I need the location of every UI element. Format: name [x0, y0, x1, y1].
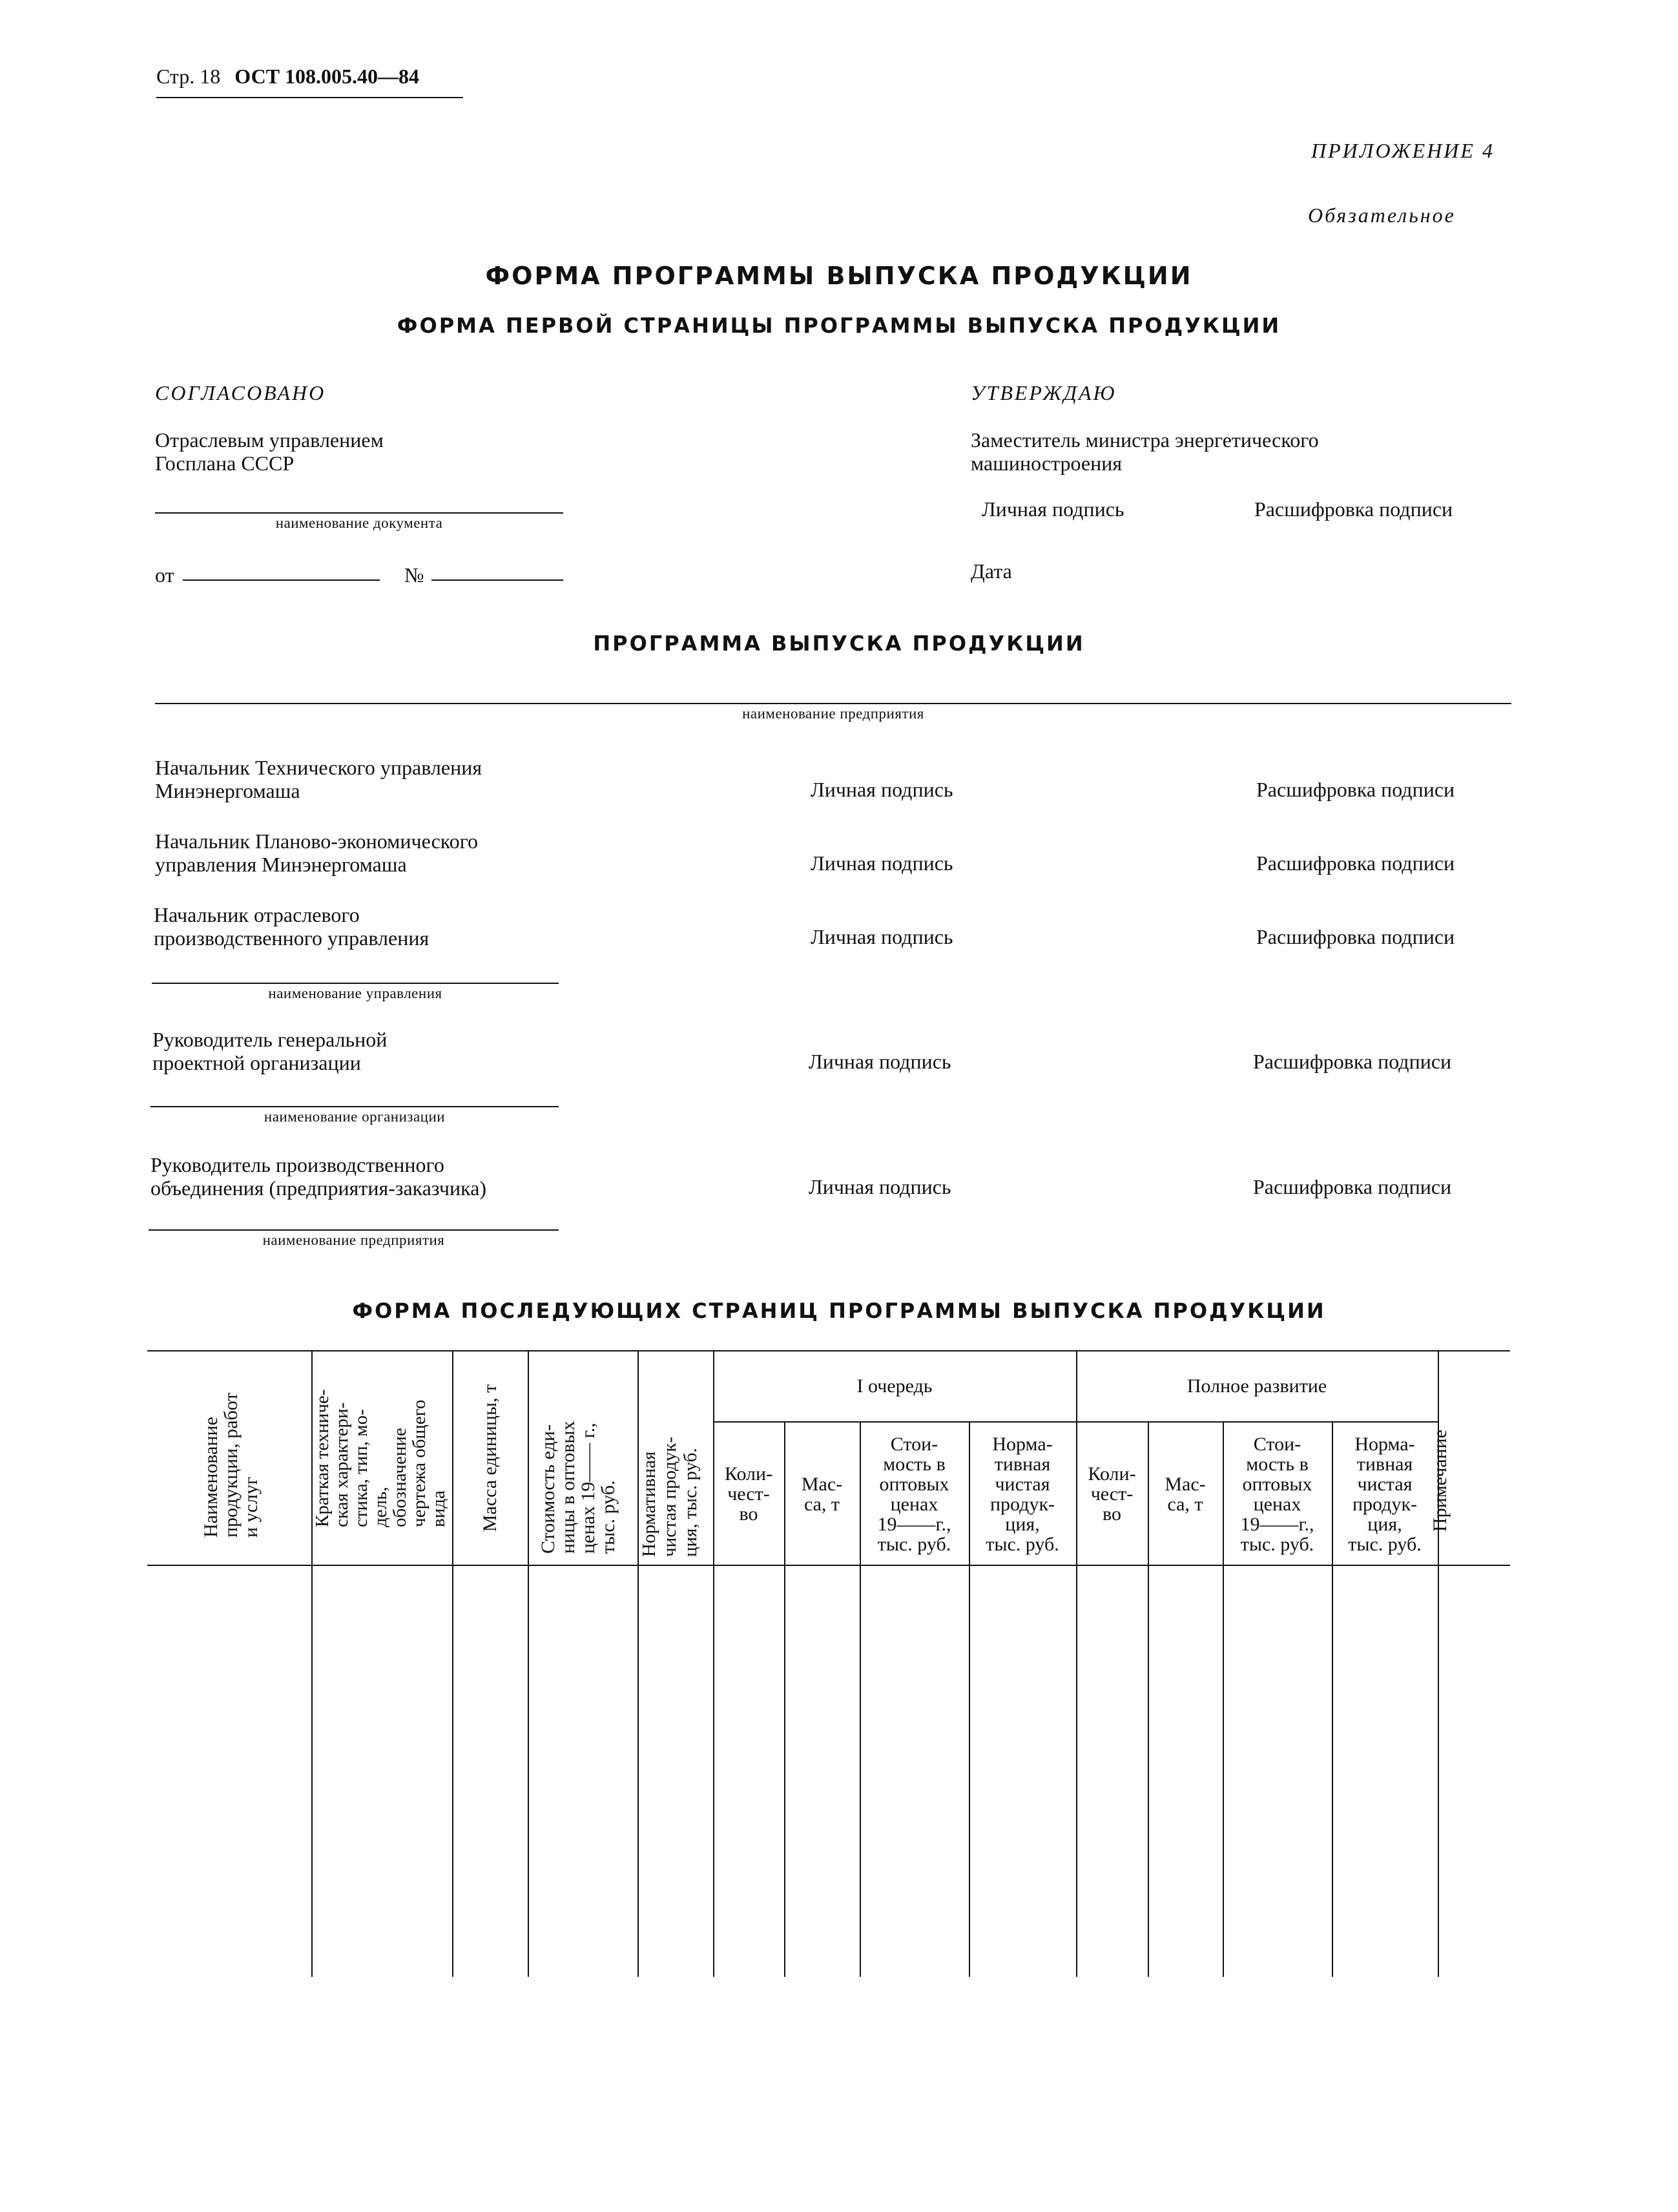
group2-divider	[1076, 1421, 1438, 1423]
customer-name-caption: наименование предприятия	[262, 1232, 445, 1248]
document-name-caption: наименование документа	[275, 515, 443, 531]
branch-name-caption: наименование управления	[268, 985, 442, 1001]
customer-name-line	[149, 1229, 559, 1231]
signatory-customer-title: Руководитель производственного объединения (предприятия-заказчика)	[150, 1153, 487, 1200]
col-header-cost: Стоимость еди- ницы в оптовых ценах 19—— г., тыс. руб.	[537, 1421, 619, 1554]
signatory-design-signature: Личная подпись	[809, 1050, 951, 1073]
signatory-branch-signature: Личная подпись	[811, 925, 953, 948]
program-title: ПРОГРАММА ВЫПУСКА ПРОДУКЦИИ	[593, 631, 1085, 656]
approve-decoding: Расшифровка подписи	[1254, 497, 1453, 521]
col-header-note: Примечание	[1429, 1429, 1451, 1532]
next-pages-title: ФОРМА ПОСЛЕДУЮЩИХ СТРАНИЦ ПРОГРАММЫ ВЫПУСКА ПРОДУКЦИИ	[352, 1299, 1326, 1323]
signatory-branch-decoding: Расшифровка подписи	[1256, 925, 1455, 948]
standard-code: ОСТ 108.005.40—84	[234, 65, 420, 88]
approve-date: Дата	[971, 559, 1012, 583]
header-underline	[156, 97, 463, 98]
agreed-number-label: №	[404, 563, 424, 587]
table-top-border	[147, 1350, 1510, 1351]
col-header-mass: Масса единицы, т	[479, 1384, 501, 1532]
organization-name-line	[150, 1106, 559, 1107]
g1-cost-header: Стои- мость в оптовых ценах 19——г., тыс. руб.	[877, 1433, 951, 1555]
appendix-label: ПРИЛОЖЕНИЕ 4	[1311, 139, 1495, 162]
branch-name-line	[152, 983, 559, 984]
col-header-brief: Краткая техниче- ская характери- стика, тип, мо- дель, обозначение чертежа общего вида	[312, 1389, 449, 1527]
agreed-body: Отраслевым управлением Госплана СССР	[155, 428, 384, 475]
signatory-technical-signature: Личная подпись	[811, 778, 953, 801]
signatory-planning-decoding: Расшифровка подписи	[1256, 851, 1455, 875]
approve-label: УТВЕРЖДАЮ	[971, 381, 1117, 404]
agreed-date-line	[183, 579, 380, 581]
g1-mass-header: Мас- са, т	[801, 1473, 843, 1515]
agreed-label: СОГЛАСОВАНО	[155, 381, 326, 404]
agreed-number-line	[431, 579, 563, 581]
page-header	[156, 65, 419, 88]
g2-mass-header: Мас- са, т	[1165, 1473, 1206, 1515]
g2-norm-header: Норма- тивная чистая продук- ция, тыс. руб.	[1348, 1433, 1422, 1555]
organization-name-caption: наименование организации	[264, 1109, 446, 1125]
group-header-full-development: Полное развитие	[1186, 1375, 1327, 1397]
appendix-status: Обязательное	[1308, 203, 1456, 227]
signatory-planning-title: Начальник Планово-экономического управления Минэнергомаша	[155, 830, 479, 876]
approve-signature: Личная подпись	[982, 497, 1124, 521]
col-header-name: Наименование продукции, работ и услуг	[200, 1392, 262, 1538]
first-page-title: ФОРМА ПЕРВОЙ СТРАНИЦЫ ПРОГРАММЫ ВЫПУСКА ПРОДУКЦИИ	[397, 313, 1281, 338]
signatory-technical-decoding: Расшифровка подписи	[1256, 778, 1455, 801]
col-header-norm: Нормативная чистая продук- ция, тыс. руб.	[639, 1436, 701, 1557]
signatory-branch-title: Начальник отраслевого производственного управления	[154, 903, 430, 950]
enterprise-name-caption: наименование предприятия	[742, 705, 924, 722]
signatory-technical-title: Начальник Технического управления Минэнергомаша	[155, 756, 482, 802]
g1-norm-header: Норма- тивная чистая продук- ция, тыс. руб.	[986, 1433, 1059, 1555]
signatory-planning-signature: Личная подпись	[811, 851, 953, 875]
group1-divider	[713, 1421, 1076, 1423]
g2-quantity-header: Коли- чест- во	[1088, 1463, 1136, 1525]
approve-body: Заместитель министра энергетического машиностроения	[971, 428, 1319, 475]
group-header-first-stage: I очередь	[856, 1375, 933, 1397]
signatory-design-decoding: Расшифровка подписи	[1253, 1050, 1452, 1073]
g2-cost-header: Стои- мость в оптовых ценах 19——г., тыс. руб.	[1240, 1433, 1314, 1555]
agreed-from-label: от	[155, 563, 174, 587]
signatory-design-title: Руководитель генеральной проектной организации	[152, 1028, 388, 1074]
document-name-line	[155, 512, 563, 514]
signatory-customer-decoding: Расшифровка подписи	[1253, 1175, 1452, 1198]
enterprise-name-line	[155, 703, 1511, 704]
page-number: Стр. 18	[156, 65, 221, 88]
g1-quantity-header: Коли- чест- во	[724, 1463, 773, 1525]
signatory-customer-signature: Личная подпись	[809, 1175, 951, 1198]
main-title: ФОРМА ПРОГРАММЫ ВЫПУСКА ПРОДУКЦИИ	[485, 262, 1193, 290]
table-header-bottom-border	[147, 1565, 1510, 1566]
